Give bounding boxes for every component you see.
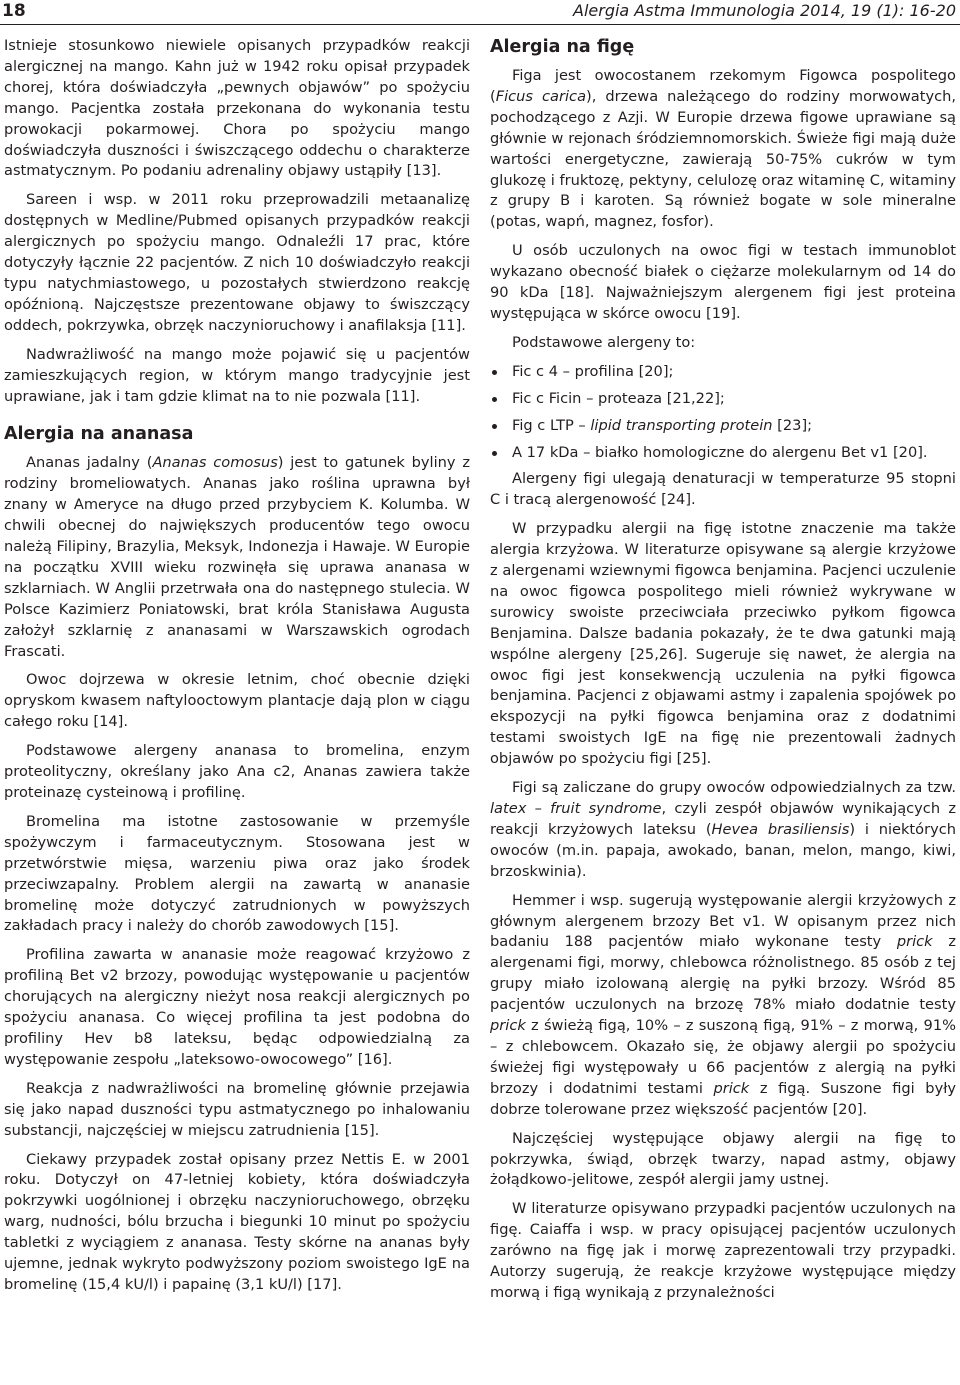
list-item: Fic c 4 – profilina [20]; bbox=[490, 362, 956, 383]
paragraph: Podstawowe alergeny to: bbox=[512, 333, 696, 351]
journal-title: Alergia Astma Immunologia 2014, 19 (1): 16-20 bbox=[573, 1, 956, 20]
header-divider bbox=[0, 24, 960, 25]
bullet-icon bbox=[492, 424, 497, 429]
page-number: 18 bbox=[2, 1, 26, 21]
paragraph: Alergeny figi ulegają denaturacji w temperaturze 95 stopni C i tracą alergenowość [24]. bbox=[490, 470, 956, 509]
paragraph: W przypadku alergii na figę istotne znaczenie ma także alergia krzyżowa. W literaturze opisywane są alergie krzyżowe z alergenami wziewnymi figowca benjamina. Pacjenci uczulenie na owoc figowca pospolitego mieli również wykrywane w surowicy swoiste przeciwciała przeciwko pyłkom figowca Benjamina. Dalsze badania pokazały, że te dwa gatunki mają wspólne alergeny [25,26]. Sugeruje się nawet, że alergia na owoc figi jest konsekwencją uczulenia na pyłki figowca benjamina. Pacjenci z objawami astmy i zapalenia spojówek po ekspozycji na pyłki figowca benjamina oraz z dodatnimi testami swoistych IgE na figę nie prezentowali żadnych objawów po spożyciu figi [25]. bbox=[490, 520, 956, 768]
paragraph: Nadwrażliwość na mango może pojawić się u pacjentów zamieszkujących region, w którym mango tradycyjnie jest uprawiane, jak i tam gdzie klimat na to nie pozwala [11]. bbox=[4, 345, 470, 405]
paragraph: U osób uczulonych na owoc figi w testach immunoblot wykazano obecność białek o ciężarze molekularnym od 14 do 90 kDa [18]. Najważniejszym alergenem figi jest proteina występująca w skórce owocu [19]. bbox=[490, 242, 956, 322]
paragraph: Sareen i wsp. w 2011 roku przeprowadzili metaanalizę dostępnych w Medline/Pubmed opisanych przypadków reakcji alergicznych po spożyciu mango. Odnaleźli 17 prac, które dotyczyły łącznie 22 pacjentów. Z nich 10 doświadczyło reakcji typu natychmiastowego, u pozostałych stwierdzono reakcję opóźnioną. Najczęstsze prezentowane objawy to świszczący oddech, pokrzywka, obrzęk naczynioruchowy i anafilaksja [11]. bbox=[4, 191, 470, 334]
allergen-list bbox=[490, 362, 956, 464]
list-item: A 17 kDa – białko homologiczne do alergenu Bet v1 [20]. bbox=[490, 443, 956, 464]
right-column bbox=[490, 36, 956, 1312]
page-header bbox=[0, 0, 960, 24]
paragraph: Hemmer i wsp. sugerują występowanie alergii krzyżowych z głównym alergenem brzozy Bet v1. W opisanym przez nich badaniu 188 pacjentów miało wykonane testy prick z alergenami figi, morwy, chlebowca różnolistnego. 85 osób z tej grupy miało izolowaną alergię na pyłki brzozy. Wśród 85 pacjentów uczulonych na brzozę 78% miało dodatnie testy prick z świeżą figą, 10% – z suszoną figą, 91% – z morwą, 91% – z chlebowcem. Okazało się, że objawy alergii po spożyciu świeżej figi występowały u 66 pacjentów z alergią na pyłki brzozy i dodatnimi testami prick z figą. Suszone figi były dobrze tolerowane przez większość pacjentów [20]. bbox=[490, 891, 956, 1118]
list-item: Fic c Ficin – proteaza [21,22]; bbox=[490, 389, 956, 410]
paragraph: Najczęściej występujące objawy alergii na figę to pokrzywka, świąd, obrzęk twarzy, napad astmy, objawy żołądkowo-jelitowe, zespół alergii jamy ustnej. bbox=[490, 1129, 956, 1189]
paragraph: Figa jest owocostanem rzekomym Figowca pospolitego (Ficus carica), drzewa należącego do rodziny morwowatych, pochodzącego z Azji. W Europie drzewa figowe uprawiane są głównie w rejonach śródziemnomorskich. Świeże figi mają duże wartości energetyczne, zawierają 50-75% cukrów w tym glukozę i fruktozę, pektyny, celulozę oraz witaminę C, witaminy z grupy B i karoten. Są również bogate w sole mineralne (potas, wapń, magnez, fosfor). bbox=[490, 67, 957, 231]
bullet-icon bbox=[492, 370, 497, 375]
bullet-icon bbox=[492, 397, 497, 402]
paragraph: Bromelina ma istotne zastosowanie w przemyśle spożywczym i farmaceutycznym. Stosowana jest w przetwórstwie mięsa, warzeniu piwa oraz jako środek przeciwzapalny. Problem alergii na zawartą w ananasie bromelinę może dotyczyć zatrudnionych w powyższych zakładach pracy i należy do chorób zawodowych [15]. bbox=[4, 812, 470, 935]
paragraph: Istnieje stosunkowo niewiele opisanych przypadków reakcji alergicznej na mango. Kahn już w 1942 roku opisał przypadek chorej, która doświadczyła „pewnych objawów” po spożyciu mango. Pacjentka została przekonana do wykonania testu prowokacji pokarmowej. Chora po spożyciu mango doświadczyła duszności i świszczącego oddechu o charakterze astmatycznym. Po podaniu adrenaliny objawy ustąpiły [13]. bbox=[4, 37, 470, 180]
left-column bbox=[4, 36, 470, 1304]
list-item: Fig c LTP – lipid transporting protein [23]; bbox=[490, 416, 956, 437]
section-title-pineapple: Alergia na ananasa bbox=[4, 424, 194, 445]
paragraph: Profilina zawarta w ananasie może reagować krzyżowo z profiliną Bet v2 brzozy, powodując występowanie u pacjentów chorujących na alergiczny nieżyt nosa reakcji alergicznych po spożyciu ananasa. Co więcej profilina ta jest podobna do profiliny Hev b8 lateksu, będąc odpowiedzialną za występowanie zespołu „lateksowo-owocowego” [16]. bbox=[4, 946, 470, 1068]
section-title-fig: Alergia na figę bbox=[490, 37, 635, 57]
paragraph: Figi są zaliczane do grupy owoców odpowiedzialnych za tzw. latex – fruit syndrome, czyli zespół objawów wynikających z reakcji krzyżowych lateksu (Hevea brasiliensis) i niektórych owoców (m.in. papaja, awokado, banan, melon, mango, kiwi, brzoskwinia). bbox=[490, 779, 956, 880]
paragraph: Reakcja z nadwrażliwości na bromelinę głównie przejawia się jako napad duszności typu astmatycznego po inhalowaniu substancji, najczęściej w miejscu zatrudnienia [15]. bbox=[4, 1079, 470, 1139]
paragraph: Owoc dojrzewa w okresie letnim, choć obecnie dzięki opryskom kwasem naftylooctowym plantacje dają plon w ciągu całego roku [14]. bbox=[4, 671, 470, 731]
paragraph: Podstawowe alergeny ananasa to bromelina, enzym proteolityczny, określany jako Ana c2, Ananas zawiera także proteinazę cysteinową i profilinę. bbox=[4, 742, 470, 801]
paragraph: Ciekawy przypadek został opisany przez Nettis E. w 2001 roku. Dotyczył on 47-letniej kobiety, która doświadczyła pokrzywki uogólnionej i obrzęku naczynioruchowego, obrzęku warg, nudności, bólu brzucha i biegunki 10 minut po spożyciu tabletki z wyciągiem z ananasa. Testy skórne na ananas były ujemne, jednak wykryto podwyższony poziom swoistego IgE na bromelinę (15,4 kU/l) i papainę (3,1 kU/l) [17]. bbox=[4, 1150, 470, 1293]
bullet-icon bbox=[492, 451, 497, 456]
paragraph: W literaturze opisywano przypadki pacjentów uczulonych na figę. Caiaffa i wsp. w pracy opisującej pacjentów uczulonych zarówno na figę jak i morwę zaprezentowali trzy przypadki. Autorzy sugerują, że reakcje krzyżowe występujące między morwą i figą wynikają z przynależności bbox=[490, 1200, 956, 1301]
paragraph: Ananas jadalny (Ananas comosus) jest to gatunek byliny z rodziny bromeliowatych. Ananas jako roślina uprawna był znany w Ameryce na długo przed przybyciem K. Kolumba. W chwili obecnej do największych producentów tego owocu należą Filipiny, Brazylia, Meksyk, Indonezja i Hawaje. W Europie na początku XVIII wieku rozwinęła się uprawa ananasa w szklarniach. W Anglii przetrwała ona do następnego stulecia. W Polsce Kazimierz Poniatowski, brat króla Stanisława Augusta założył szklarnię z ananasami w Warszawskich ogrodach Frascati. bbox=[4, 454, 470, 660]
